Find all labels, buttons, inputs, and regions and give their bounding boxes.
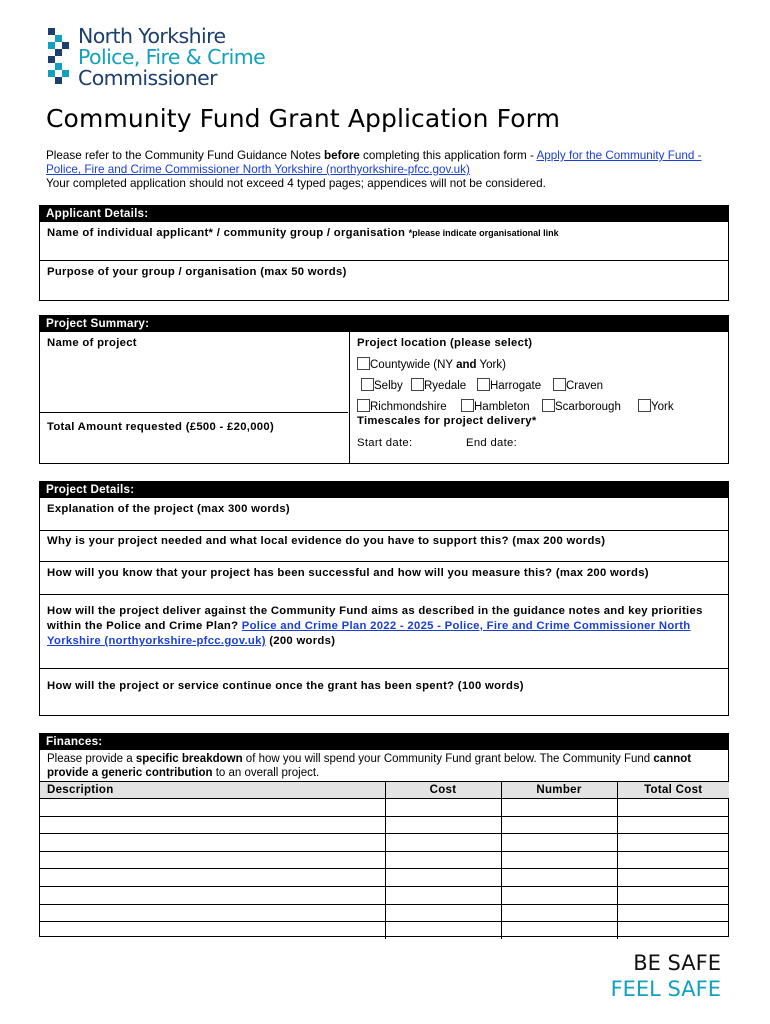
table-header-row [40, 782, 729, 799]
label-craven: Craven [566, 380, 604, 392]
checkbox-harrogate[interactable] [477, 378, 490, 391]
number-cell[interactable] [501, 834, 617, 852]
checkbox-york[interactable] [638, 399, 651, 412]
intro-pre: Please refer to the Community Fund Guidance Notes [46, 149, 325, 162]
label-hambleton: Hambleton [474, 401, 530, 413]
divider [40, 561, 728, 562]
countywide-text-1: Countywide (NY [370, 359, 457, 371]
option-hambleton[interactable] [461, 399, 530, 413]
label-richmondshire: Richmondshire [370, 401, 447, 413]
slogan-line-2: FEEL SAFE [610, 977, 721, 1001]
fin-text-pre: Please provide a [47, 753, 136, 765]
fin-text-mid: of how you will spend your Community Fund grant below. The Community Fund [242, 753, 654, 765]
details-header: Project Details: [39, 481, 729, 498]
divider [40, 594, 728, 595]
q3-label: How will you know that your project has been successful and how will you measure this? (max 200 words) [47, 567, 649, 579]
checkbox-richmondshire[interactable] [357, 399, 370, 412]
table-row [40, 834, 729, 852]
description-cell[interactable] [40, 834, 385, 852]
checkbox-craven[interactable] [553, 378, 566, 391]
finances-header: Finances: [39, 733, 729, 750]
total-cost-cell[interactable] [617, 904, 729, 922]
table-row [40, 869, 729, 887]
cost-cell[interactable] [385, 816, 501, 834]
total-cost-cell[interactable] [617, 922, 729, 940]
description-cell[interactable] [40, 904, 385, 922]
description-cell[interactable] [40, 851, 385, 869]
police-crime-plan-link[interactable]: Police and Crime Plan 2022 - 2025 - Police, Fire and Crime Commissioner North Yorkshire (northyorkshire-pfcc.gov.uk) [47, 620, 691, 647]
checkbox-hambleton[interactable] [461, 399, 474, 412]
q4-label [47, 604, 721, 649]
cost-cell[interactable] [385, 851, 501, 869]
pfcc-logo [48, 26, 278, 92]
cost-cell[interactable] [385, 869, 501, 887]
project-name-label: Name of project [47, 337, 137, 349]
cost-cell[interactable] [385, 904, 501, 922]
total-cost-cell[interactable] [617, 834, 729, 852]
fin-text-bold-1: specific breakdown [135, 753, 243, 765]
logo-checker-icon [48, 28, 74, 90]
col-number: Number [501, 782, 617, 799]
intro-bold: before [324, 149, 360, 162]
applicant-name-label [47, 226, 559, 241]
purpose-label: Purpose of your group / organisation (max 50 words) [47, 266, 347, 278]
number-cell[interactable] [501, 886, 617, 904]
divider [40, 530, 728, 531]
option-richmondshire[interactable] [357, 399, 447, 413]
applicant-header: Applicant Details: [39, 205, 729, 222]
label-selby: Selby [374, 380, 403, 392]
number-cell[interactable] [501, 904, 617, 922]
applicant-name-note: *please indicate organisational link [408, 228, 559, 238]
number-cell[interactable] [501, 799, 617, 817]
table-row [40, 816, 729, 834]
description-cell[interactable] [40, 816, 385, 834]
fin-text-post: to an overall project. [212, 767, 320, 779]
description-cell[interactable] [40, 886, 385, 904]
q4-post: (200 words) [265, 635, 336, 647]
total-cost-cell[interactable] [617, 799, 729, 817]
number-cell[interactable] [501, 816, 617, 834]
cost-cell[interactable] [385, 834, 501, 852]
intro-mid: completing this application form - [359, 149, 537, 162]
logo-line-3: Commissioner [78, 66, 217, 90]
label-york: York [651, 401, 674, 413]
label-scarborough: Scarborough [555, 401, 621, 413]
timescales-label: Timescales for project delivery* [357, 415, 537, 427]
description-cell[interactable] [40, 799, 385, 817]
total-cost-cell[interactable] [617, 816, 729, 834]
option-harrogate[interactable] [477, 378, 541, 392]
col-description: Description [40, 782, 385, 799]
cost-cell[interactable] [385, 922, 501, 940]
q4-text: How will the project deliver against the Community Fund aims as described in the guidance notes and key priorities within the Police and Crime Plan? [47, 605, 703, 632]
col-cost: Cost [385, 782, 501, 799]
finances-table [40, 781, 729, 939]
finances-box [39, 750, 729, 937]
divider [40, 412, 348, 413]
applicant-box [39, 222, 729, 301]
total-cost-cell[interactable] [617, 886, 729, 904]
col-total-cost: Total Cost [617, 782, 729, 799]
divider [40, 260, 728, 261]
description-cell[interactable] [40, 922, 385, 940]
checkbox-scarborough[interactable] [542, 399, 555, 412]
number-cell[interactable] [501, 869, 617, 887]
option-selby[interactable] [361, 378, 403, 392]
divider [40, 668, 728, 669]
slogan-line-1: BE SAFE [633, 951, 721, 975]
summary-box [39, 332, 729, 464]
q2-label: Why is your project needed and what local evidence do you have to support this? (max 200 words) [47, 535, 606, 547]
number-cell[interactable] [501, 922, 617, 940]
option-craven[interactable] [553, 378, 603, 392]
countywide-and: and [456, 359, 477, 371]
end-date-label: End date: [466, 437, 518, 449]
countywide-text-2: York) [476, 359, 506, 371]
option-scarborough[interactable] [542, 399, 621, 413]
q5-label: How will the project or service continue once the grant has been spent? (100 words) [47, 680, 524, 692]
intro-line-2: Your completed application should not exceed 4 typed pages; appendices will not be considered. [46, 177, 546, 190]
apply-link[interactable]: Apply for the Community Fund - Police, Fire and Crime Commissioner North Yorkshire (northyorkshire-pfcc.gov.uk) [46, 149, 702, 176]
slogan [611, 950, 721, 1002]
total-cost-cell[interactable] [617, 869, 729, 887]
checkbox-ryedale[interactable] [411, 378, 424, 391]
table-row [40, 851, 729, 869]
description-cell[interactable] [40, 869, 385, 887]
option-york[interactable] [638, 399, 674, 413]
table-row [40, 904, 729, 922]
cost-cell[interactable] [385, 799, 501, 817]
project-location-label: Project location (please select) [357, 337, 533, 349]
label-ryedale: Ryedale [424, 380, 467, 392]
page-title: Community Fund Grant Application Form [46, 104, 561, 133]
total-cost-cell[interactable] [617, 851, 729, 869]
intro-text [46, 149, 726, 191]
q1-label: Explanation of the project (max 300 words) [47, 503, 290, 515]
label-harrogate: Harrogate [490, 380, 542, 392]
table-row [40, 922, 729, 940]
number-cell[interactable] [501, 851, 617, 869]
option-ryedale[interactable] [411, 378, 466, 392]
checkbox-countywide[interactable] [357, 357, 370, 370]
start-date-label: Start date: [357, 437, 413, 449]
logo-line-1: North Yorkshire [78, 24, 226, 48]
applicant-name-text: Name of individual applicant* / community group / organisation [47, 227, 406, 239]
fin-text-bold-2: cannot provide a generic contribution [47, 753, 692, 779]
table-row [40, 799, 729, 817]
cost-cell[interactable] [385, 886, 501, 904]
logo-line-2: Police, Fire & Crime [78, 45, 266, 69]
table-row [40, 886, 729, 904]
details-box [39, 498, 729, 716]
checkbox-selby[interactable] [361, 378, 374, 391]
summary-header: Project Summary: [39, 315, 729, 332]
finances-instructions [47, 752, 723, 780]
amount-label: Total Amount requested (£500 - £20,000) [47, 421, 275, 433]
logo-text [78, 26, 265, 89]
option-countywide[interactable] [357, 357, 506, 371]
divider [349, 332, 350, 463]
